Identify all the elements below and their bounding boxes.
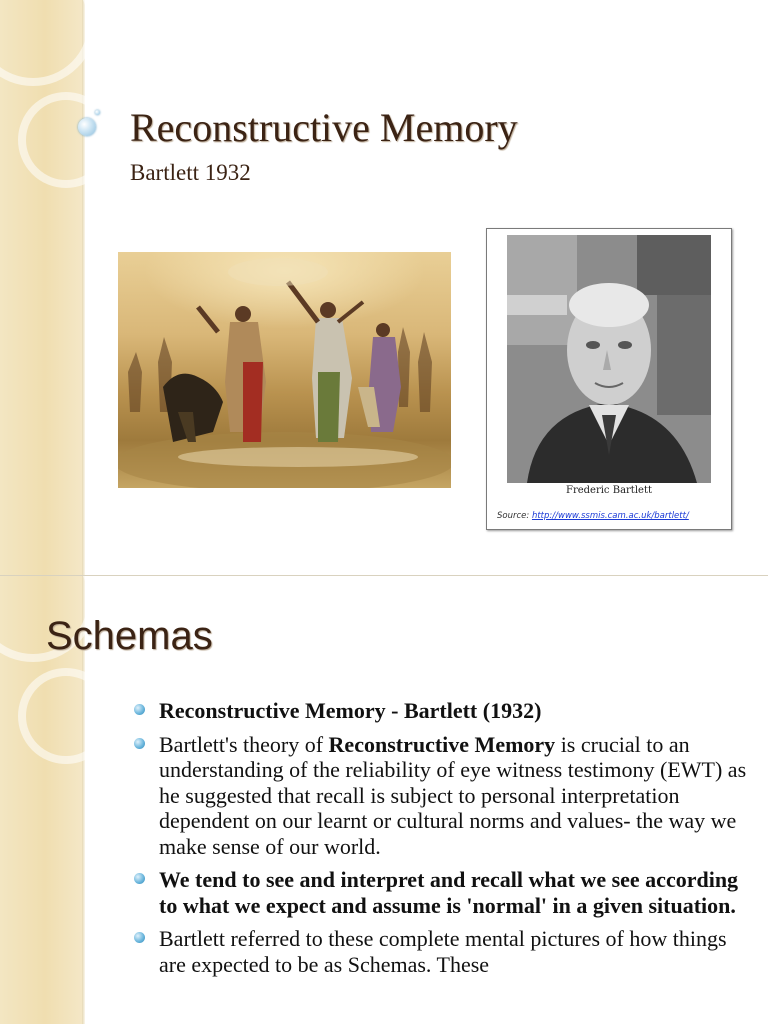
bullet-text: Bartlett's theory of: [159, 731, 329, 757]
slide-title: Schemas: [46, 614, 213, 658]
bullet-item: [134, 926, 754, 977]
bullet-item: [134, 732, 754, 860]
frederic-bartlett-portrait: [507, 235, 711, 483]
decorative-bubble-icon: [95, 110, 100, 115]
bullet-text: We tend to see and interpret and recall what we see according to what we expect and assume is 'normal' in a given situation.: [159, 867, 739, 918]
slide-schemas: [0, 576, 768, 1024]
source-link[interactable]: http://www.ssmis.cam.ac.uk/bartlett/: [531, 511, 689, 521]
decorative-ring-icon: [18, 668, 114, 764]
photo-source: [497, 511, 689, 521]
bullet-text: is crucial to an understanding of the reliability of eye witness testimony (EWT) as he suggested that recall is subject to personal interpretation dependent on our learnt or cultural norms and values- the way we make sense of our world.: [159, 731, 747, 859]
bullet-text: Bartlett referred to these complete mental pictures of how things are expected to be as Schemas. These: [159, 926, 727, 977]
decorative-side-strip: [0, 0, 82, 576]
blue-bullet-dot-icon: [134, 932, 145, 943]
bartlett-photo-card: [486, 228, 732, 530]
slide-title: Reconstructive Memory: [130, 105, 518, 150]
bullet-text: Reconstructive Memory: [328, 731, 556, 757]
native-american-dance-painting: [118, 252, 451, 488]
photo-caption: Frederic Bartlett: [566, 485, 652, 496]
portrait-drawing: [507, 235, 711, 483]
bullet-item: [134, 867, 754, 918]
bullet-list: [134, 698, 754, 985]
slide-subtitle: Bartlett 1932: [130, 160, 251, 185]
blue-bullet-dot-icon: [134, 738, 145, 749]
decorative-ring-icon: [18, 92, 114, 188]
painting-figures: [118, 252, 451, 488]
bullet-item: [134, 698, 754, 724]
blue-bullet-dot-icon: [134, 873, 145, 884]
decorative-bubble-icon: [78, 118, 96, 136]
source-label: Source:: [497, 511, 530, 521]
strip-edge: [82, 0, 85, 576]
blue-bullet-dot-icon: [134, 704, 145, 715]
bullet-text: Reconstructive Memory - Bartlett (1932): [159, 698, 542, 723]
